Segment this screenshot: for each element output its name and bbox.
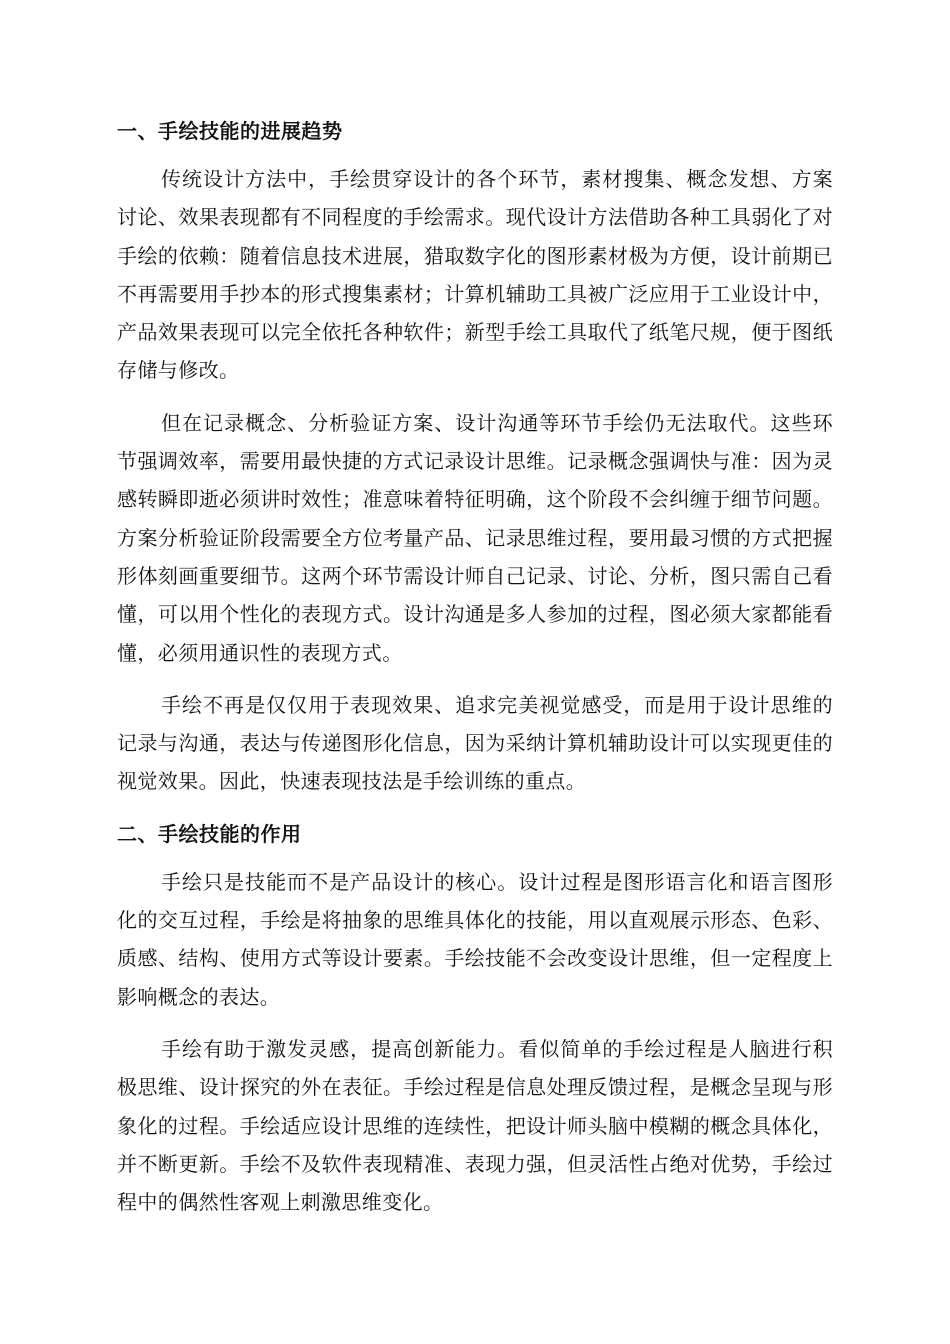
paragraph: 传统设计方法中，手绘贯穿设计的各个环节，素材搜集、概念发想、方案讨论、效果表现都有不同程度的手绘需求。现代设计方法借助各种工具弱化了对手绘的依赖：随着信息技术进展，猎取数字化的图形素材极为方便，设计前期已不再需要用手抄本的形式搜集素材；计算机辅助工具被广泛应用于工业设计中，产品效果表现可以完全依托各种软件；新型手绘工具取代了纸笔尺规，便于图纸存储与修改。	[117, 167, 833, 383]
paragraph: 手绘只是技能而不是产品设计的核心。设计过程是图形语言化和语言图形化的交互过程，手绘是将抽象的思维具体化的技能，用以直观展示形态、色彩、质感、结构、使用方式等设计要素。手绘技能不会改变设计思维，但一定程度上影响概念的表达。	[117, 869, 833, 1009]
paragraph: 但在记录概念、分析验证方案、设计沟通等环节手绘仍无法取代。这些环节强调效率，需要用最快捷的方式记录设计思维。记录概念强调快与准：因为灵感转瞬即逝必须讲时效性；准意味着特征明确，这个阶段不会纠缠于细节问题。方案分析验证阶段需要全方位考量产品、记录思维过程，要用最习惯的方式把握形体刻画重要细节。这两个环节需设计师自己记录、讨论、分析，图只需自己看懂，可以用个性化的表现方式。设计沟通是多人参加的过程，图必须大家都能看懂，必须用通识性的表现方式。	[117, 410, 833, 665]
document-page	[117, 112, 833, 1235]
section-heading-role: 二、手绘技能的作用	[117, 821, 302, 846]
section-heading-development-trend: 一、手绘技能的进展趋势	[117, 119, 343, 143]
paragraph: 手绘有助于激发灵感，提高创新能力。看似简单的手绘过程是人脑进行积极思维、设计探究的外在表征。手绘过程是信息处理反馈过程，是概念呈现与形象化的过程。手绘适应设计思维的连续性，把设计师头脑中模糊的概念具体化，并不断更新。手绘不及软件表现精准、表现力强，但灵活性占绝对优势，手绘过程中的偶然性客观上刺激思维变化。	[117, 1036, 833, 1215]
paragraph: 手绘不再是仅仅用于表现效果、追求完美视觉感受，而是用于设计思维的记录与沟通，表达与传递图形化信息，因为采纳计算机辅助设计可以实现更佳的视觉效果。因此，快速表现技法是手绘训练的重点。	[117, 692, 833, 794]
